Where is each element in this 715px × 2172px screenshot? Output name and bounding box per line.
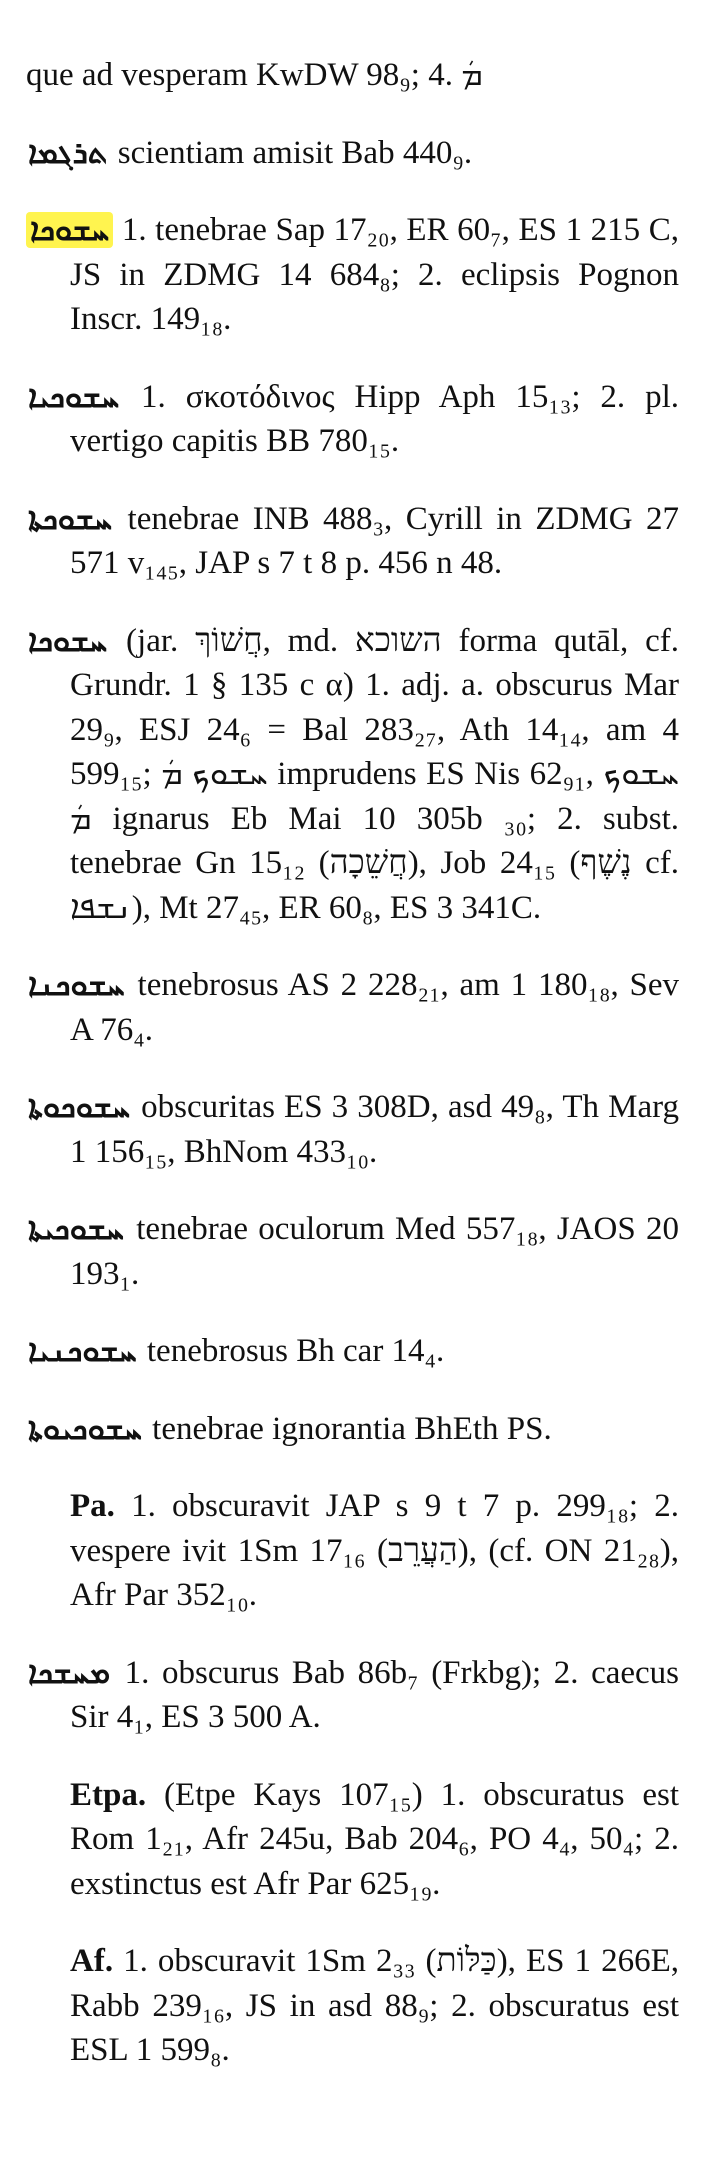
entry-text: scientiam amisit Bab 440₉. xyxy=(117,134,473,171)
entry-text: (jar. חֲשׁוֹךְ, md. השוכא forma qutāl, cf. Grundr. 1 § 135 c α) 1. adj. a. obscurus Mar 29₉, ESJ 24₆ = Bal 283₂₇, Ath 14₁₄, am 4 599₁₅; ܚܫܘܟ ܡܿ imprudens ES Nis 62₉₁, ܚܫܘܟ ܡܿ ignarus Eb Mai 10 305b ₃₀; 2. subst. tenebrae Gn 15₁₂ (חֲשֵׁכָה), Job 24₁₅ (נֶשֶׁף cf. ܢܫܦܐ), Mt 27₄₅, ER 60₈, ES 3 341C. xyxy=(70,622,688,926)
verb-stem-entry xyxy=(26,1939,688,2073)
syriac-headword: ܚܫܘܟܐ xyxy=(28,622,108,659)
verb-stem-entry xyxy=(26,1773,688,1907)
syriac-headword: ܬܪܓܡܐ xyxy=(28,134,108,171)
syriac-headword: ܚܫܘܟܝܘܬܐ xyxy=(28,1410,142,1447)
stem-label: Pa. xyxy=(70,1488,115,1524)
entry-text: 1. σκοτόδινος Hipp Aph 15₁₃; 2. pl. vertigo capitis BB 780₁₅. xyxy=(70,378,688,459)
verb-stem-entry xyxy=(26,1484,688,1618)
syriac-headword: ܚܫܘܟܘܬܐ xyxy=(28,1089,130,1125)
entry-text: 1. obscurus Bab 86b₇ (Frkbg); 2. caecus Sir 4₁, ES 3 500 A. xyxy=(70,1654,688,1735)
entry-text: tenebrae ignorantia BhEth PS. xyxy=(152,1410,552,1447)
entry-text: tenebrae oculorum Med 557₁₈, JAOS 20 193₁. xyxy=(70,1211,688,1292)
entry-text: tenebrosus AS 2 228₂₁, am 1 180₁₈, Sev A 76₄. xyxy=(70,967,686,1048)
syriac-headword: ܚܫܘܟܢܐ xyxy=(28,967,125,1003)
dictionary-entry xyxy=(26,131,679,176)
syriac-headword: ܚܫܘܟܬܐ xyxy=(28,500,113,537)
dictionary-entry xyxy=(26,375,688,464)
entry-text: (Etpe Kays 107₁₅) 1. obscuratus est Rom 1₂₁, Afr 245u, Bab 204₆, PO 4₄, 50₄; 2. exstinctus est Afr Par 625₁₉. xyxy=(70,1776,688,1902)
dictionary-entry xyxy=(26,619,688,931)
dictionary-entry xyxy=(26,1207,688,1296)
entry-text: obscuritas ES 3 308D, asd 49₈, Th Marg 1 156₁₅, BhNom 433₁₀. xyxy=(70,1089,688,1170)
entry-text: tenebrae INB 488₃, Cyrill in ZDMG 27 571 v₁₄₅, JAP s 7 t 8 p. 456 n 48. xyxy=(70,500,688,581)
entry-text: 1. obscuravit JAP s 9 t 7 p. 299₁₈; 2. vespere ivit 1Sm 17₁₆ (הַעֲרֵב), (cf. ON 21₂₈), Afr Par 352₁₀. xyxy=(70,1488,688,1613)
entry-text: 1. tenebrae Sap 17₂₀, ER 60₇, ES 1 215 C, JS in ZDMG 14 684₈; 2. eclipsis Pognon Inscr. 149₁₈. xyxy=(70,212,688,337)
entry-continuation xyxy=(26,53,679,98)
entry-text: que ad vesperam KwDW 98₉; 4. ܡܿ xyxy=(26,57,483,93)
dictionary-entry-highlighted xyxy=(26,208,688,342)
syriac-headword: ܚܫܘܟܝܐ xyxy=(28,378,120,415)
syriac-headword: ܚܫܘܟܝܬܐ xyxy=(28,1211,124,1247)
syriac-headword: ܚܫܘܟܢܝܐ xyxy=(28,1333,137,1369)
dictionary-entry xyxy=(26,1407,679,1452)
dictionary-entry xyxy=(26,963,686,1052)
dictionary-entry xyxy=(26,1329,679,1374)
syriac-headword: ܡܚܫܟܐ xyxy=(28,1654,111,1691)
entry-text: 1. obscuravit 1Sm 2₃₃ (כַּלּוֹת), ES 1 266E, Rabb 239₁₆, JS in asd 88₉; 2. obscuratus est ESL 1 599₈. xyxy=(70,1943,688,2068)
stem-label: Etpa. xyxy=(70,1776,147,1813)
dictionary-entry xyxy=(26,1651,688,1740)
dictionary-entry xyxy=(26,497,688,586)
dictionary-entry xyxy=(26,1085,688,1174)
entry-text: tenebrosus Bh car 14₄. xyxy=(146,1333,445,1369)
highlighted-syriac-headword: ܚܫܘܟܐ xyxy=(26,212,113,248)
stem-label: Af. xyxy=(70,1943,114,1979)
